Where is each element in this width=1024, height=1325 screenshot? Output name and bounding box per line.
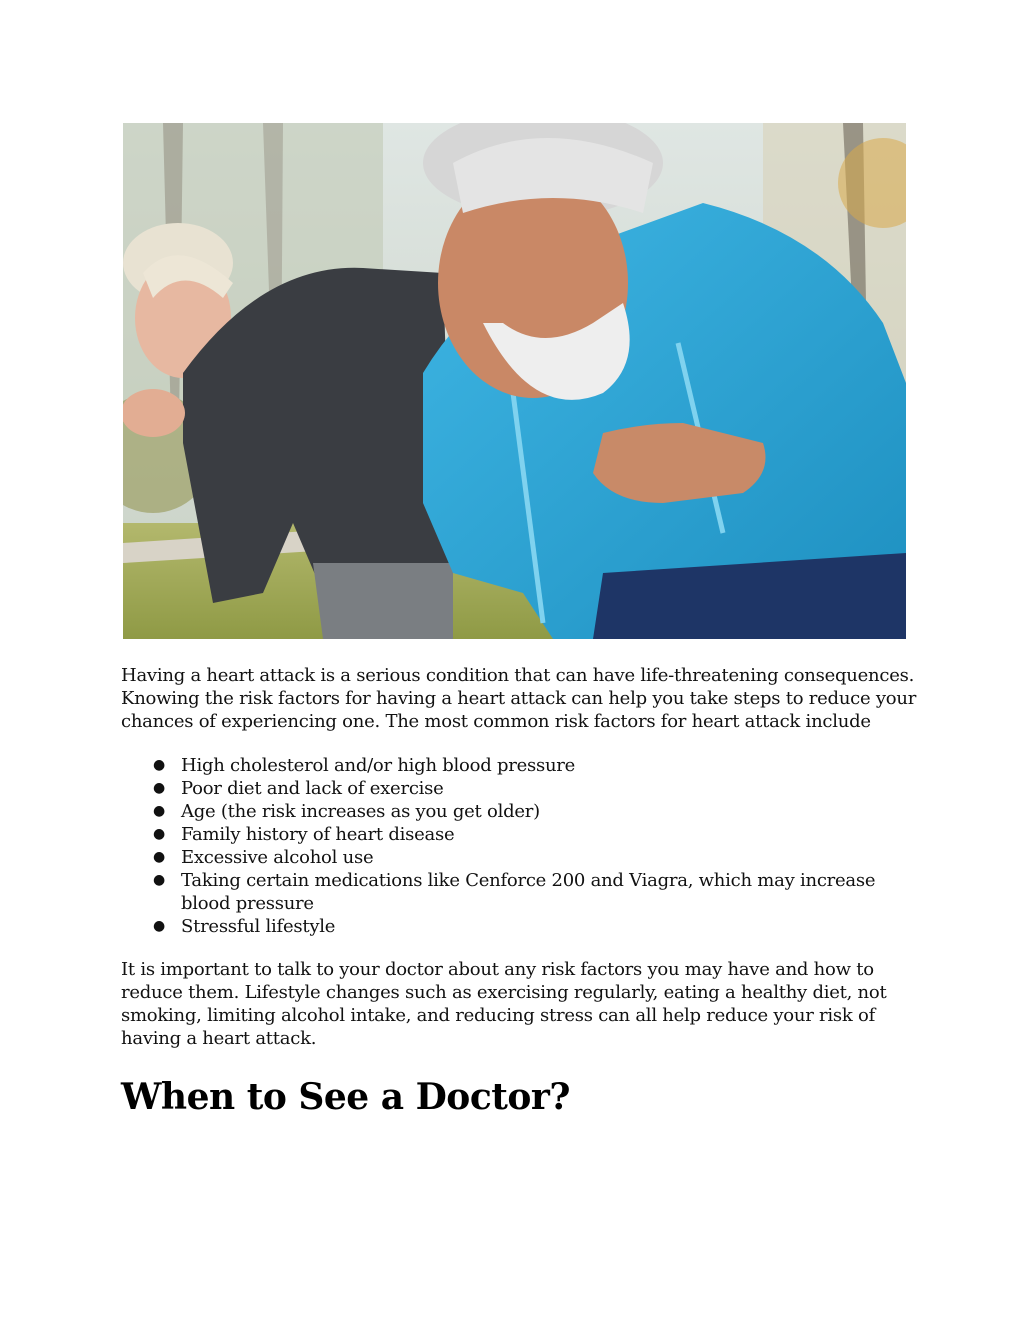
bullet-icon: ● (153, 849, 165, 865)
intro-paragraph: Having a heart attack is a serious condition that can have life-threatening consequences. Knowing the risk factors for having a heart attack can help you take steps to reduce your chances of experiencing one. The most common risk factors for heart attack include (121, 665, 917, 732)
advice-paragraph: It is important to talk to your doctor about any risk factors you may have and how to reduce them. Lifestyle changes such as exercising regularly, eating a healthy diet, not smoking, limiting alcohol intake, and reducing stress can all help reduce your risk of having a heart attack. (121, 959, 887, 1049)
bullet-icon: ● (153, 872, 165, 888)
list-item: ● Taking certain medications like Cenforce 200 and Viagra, which may increase blood pressure (153, 870, 876, 914)
bullet-icon: ● (153, 803, 165, 819)
bullet-icon: ● (153, 918, 165, 934)
bullet-icon: ● (153, 757, 165, 773)
list-item: ● High cholesterol and/or high blood pressure (153, 755, 576, 776)
list-item: ● Excessive alcohol use (153, 847, 374, 868)
list-item: ● Age (the risk increases as you get older) (153, 801, 540, 822)
hero-illustration (123, 123, 906, 639)
list-item: ● Family history of heart disease (153, 824, 455, 845)
list-item: ● Poor diet and lack of exercise (153, 778, 444, 799)
hero-image (123, 123, 906, 639)
risk-factor-list (121, 754, 921, 938)
article-body (121, 664, 921, 1119)
section-heading: When to See a Doctor? (121, 1076, 570, 1118)
list-item: ● Stressful lifestyle (153, 916, 336, 937)
bullet-icon: ● (153, 780, 165, 796)
bullet-icon: ● (153, 826, 165, 842)
